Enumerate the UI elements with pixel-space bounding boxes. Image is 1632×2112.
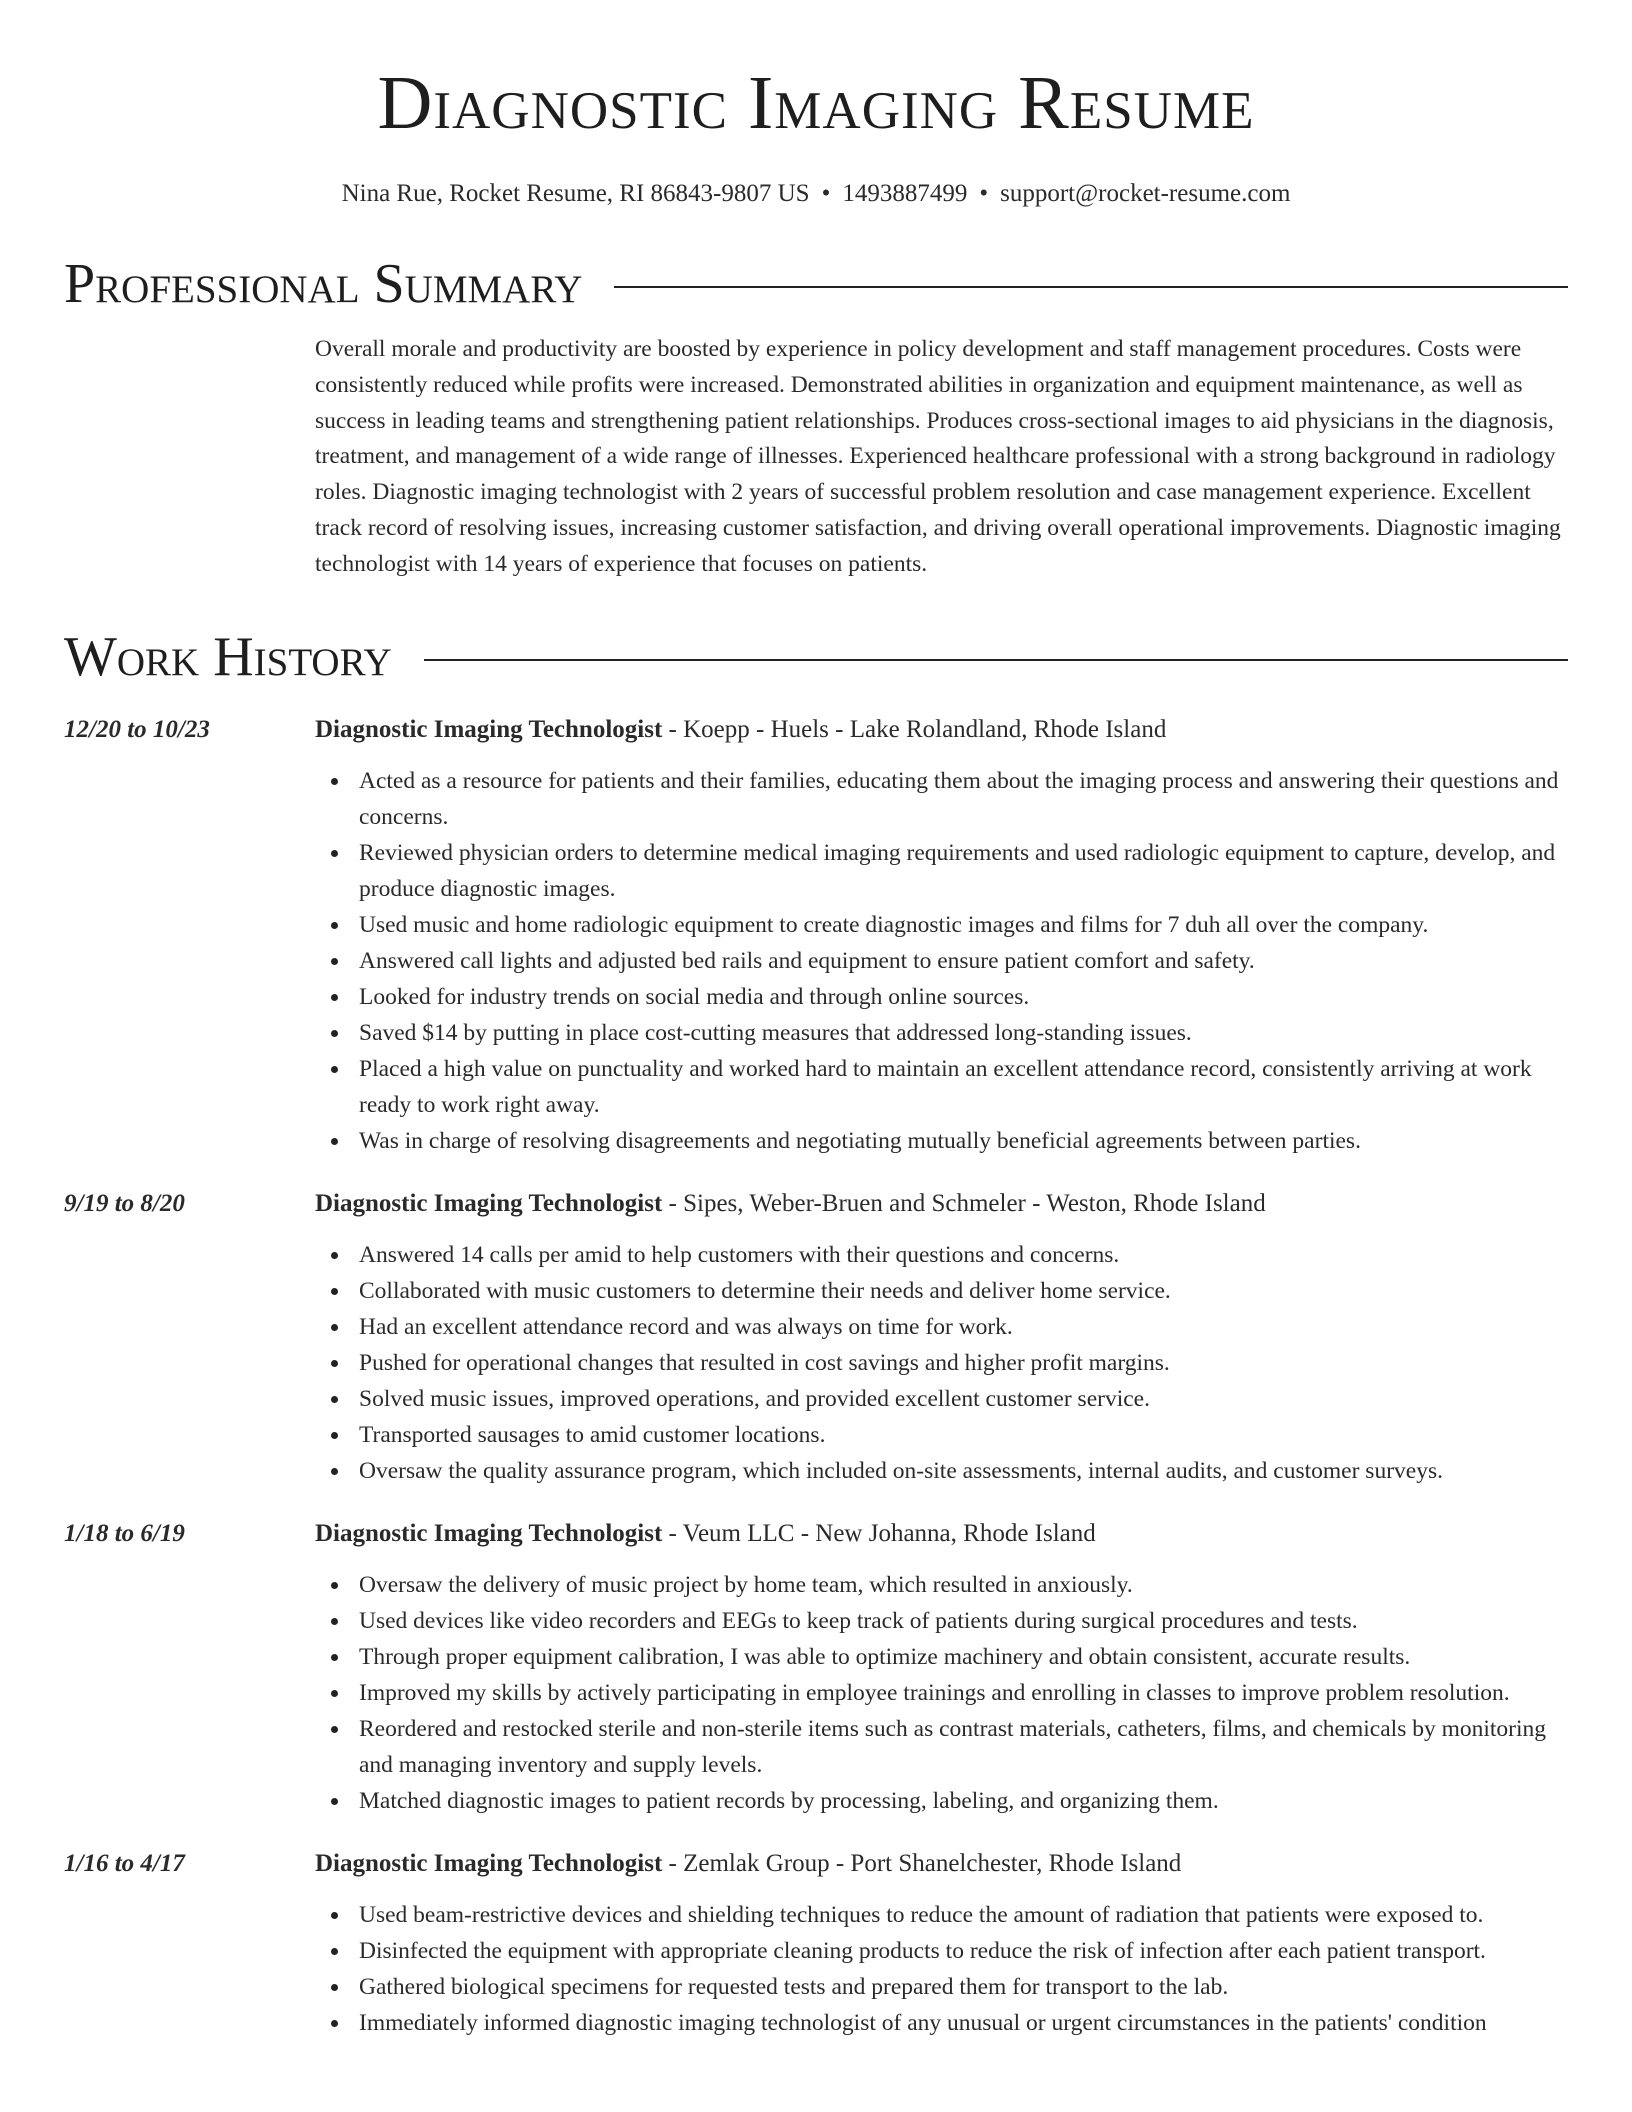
job-bullet: Answered call lights and adjusted bed rails and equipment to ensure patient comfort and safety. [359,943,1568,979]
job-bullet: Had an excellent attendance record and was always on time for work. [359,1309,1568,1345]
job-dates: 1/16 to 4/17 [64,1849,185,1877]
job-body [315,1517,1568,1819]
job-bullet: Through proper equipment calibration, I was able to optimize machinery and obtain consistent, accurate results. [359,1639,1568,1675]
job-bullet: Used devices like video recorders and EEGs to keep track of patients during surgical procedures and tests. [359,1603,1568,1639]
job-dates: 12/20 to 10/23 [64,715,210,743]
document-title: Diagnostic Imaging Resume [377,61,1255,145]
job-bullet: Collaborated with music customers to determine their needs and deliver home service. [359,1273,1568,1309]
job-entry [64,1517,1568,1819]
job-bullet: Looked for industry trends on social media and through online sources. [359,979,1568,1015]
job-bullet: Used music and home radiologic equipment to create diagnostic images and films for 7 duh all over the company. [359,907,1568,943]
job-dates: 1/18 to 6/19 [64,1519,185,1547]
job-heading [315,1847,1568,1881]
job-title: Diagnostic Imaging Technologist [315,1519,663,1547]
job-title: Diagnostic Imaging Technologist [315,1189,663,1217]
contact-email: support@rocket-resume.com [1000,180,1291,207]
job-company: - Veum LLC - New Johanna, Rhode Island [662,1519,1096,1547]
job-heading [315,713,1568,747]
job-bullet: Pushed for operational changes that resulted in cost savings and higher profit margins. [359,1345,1568,1381]
job-bullets [315,1897,1568,2041]
contact-address: Nina Rue, Rocket Resume, RI 86843-9807 US [341,180,810,207]
job-bullet: Was in charge of resolving disagreements and negotiating mutually beneficial agreements between parties. [359,1123,1568,1159]
contact-separator: • [821,180,831,207]
job-company: - Zemlak Group - Port Shanelchester, Rhode Island [662,1849,1182,1877]
job-bullet: Disinfected the equipment with appropriate cleaning products to reduce the risk of infection after each patient transport. [359,1933,1568,1969]
job-company: - Sipes, Weber-Bruen and Schmeler - Weston, Rhode Island [662,1189,1266,1217]
job-entry [64,1847,1568,2041]
job-bullets [315,1567,1568,1819]
job-bullets [315,1237,1568,1489]
job-bullet: Improved my skills by actively participating in employee trainings and enrolling in classes to improve problem resolution. [359,1675,1568,1711]
job-bullets [315,763,1568,1159]
summary-heading: Professional Summary [64,253,583,315]
job-bullet: Oversaw the delivery of music project by home team, which resulted in anxiously. [359,1567,1568,1603]
job-title: Diagnostic Imaging Technologist [315,1849,663,1877]
job-bullet: Solved music issues, improved operations, and provided excellent customer service. [359,1381,1568,1417]
work-section-header [64,625,1568,689]
job-body [315,713,1568,1159]
job-bullet: Transported sausages to amid customer locations. [359,1417,1568,1453]
job-bullet: Immediately informed diagnostic imaging technologist of any unusual or urgent circumstances in the patients' condition [359,2005,1568,2041]
work-heading: Work History [64,625,392,688]
job-body [315,1187,1568,1489]
job-title: Diagnostic Imaging Technologist [315,715,663,743]
contact-separator: • [979,180,989,207]
job-entry [64,1187,1568,1489]
contact-line [64,178,1568,210]
job-bullet: Reordered and restocked sterile and non-sterile items such as contrast materials, catheters, films, and chemicals by monitoring and managing inventory and supply levels. [359,1711,1568,1783]
job-bullet: Used beam-restrictive devices and shielding techniques to reduce the amount of radiation that patients were exposed to. [359,1897,1568,1933]
section-divider [424,659,1568,661]
job-bullet: Saved $14 by putting in place cost-cutting measures that addressed long-standing issues. [359,1015,1568,1051]
contact-phone: 1493887499 [842,180,968,207]
job-bullet: Placed a high value on punctuality and worked hard to maintain an excellent attendance record, consistently arriving at work ready to work right away. [359,1051,1568,1123]
job-bullet: Gathered biological specimens for requested tests and prepared them for transport to the lab. [359,1969,1568,2005]
job-bullet: Reviewed physician orders to determine medical imaging requirements and used radiologic equipment to capture, develop, and produce diagnostic images. [359,835,1568,907]
job-bullet: Oversaw the quality assurance program, which included on-site assessments, internal audits, and customer surveys. [359,1453,1568,1489]
job-company: - Koepp - Huels - Lake Rolandland, Rhode Island [662,715,1167,743]
job-entry [64,713,1568,1159]
section-divider [614,286,1568,288]
job-bullet: Answered 14 calls per amid to help customers with their questions and concerns. [359,1237,1568,1273]
job-heading [315,1517,1568,1551]
work-history-list [64,713,1568,2041]
job-body [315,1847,1568,2041]
summary-section-header [64,252,1568,316]
job-bullet: Acted as a resource for patients and their families, educating them about the imaging process and answering their questions and concerns. [359,763,1568,835]
job-dates: 9/19 to 8/20 [64,1189,185,1217]
job-heading [315,1187,1568,1221]
summary-text: Overall morale and productivity are boosted by experience in policy development and staff management procedures. Costs were consistently reduced while profits were increased. Demonstrated abilities in organization and equipment maintenance, as well as success in leading teams and strengthening patient relationships. Produces cross-sectional images to aid physicians in the diagnosis, treatment, and management of a wide range of illnesses. Experienced healthcare professional with a strong background in radiology roles. Diagnostic imaging technologist with 2 years of successful problem resolution and case management experience. Excellent track record of resolving issues, increasing customer satisfaction, and driving overall operational improvements. Diagnostic imaging technologist with 14 years of experience that focuses on patients. [315,336,1561,577]
job-bullet: Matched diagnostic images to patient records by processing, labeling, and organizing them. [359,1783,1568,1819]
